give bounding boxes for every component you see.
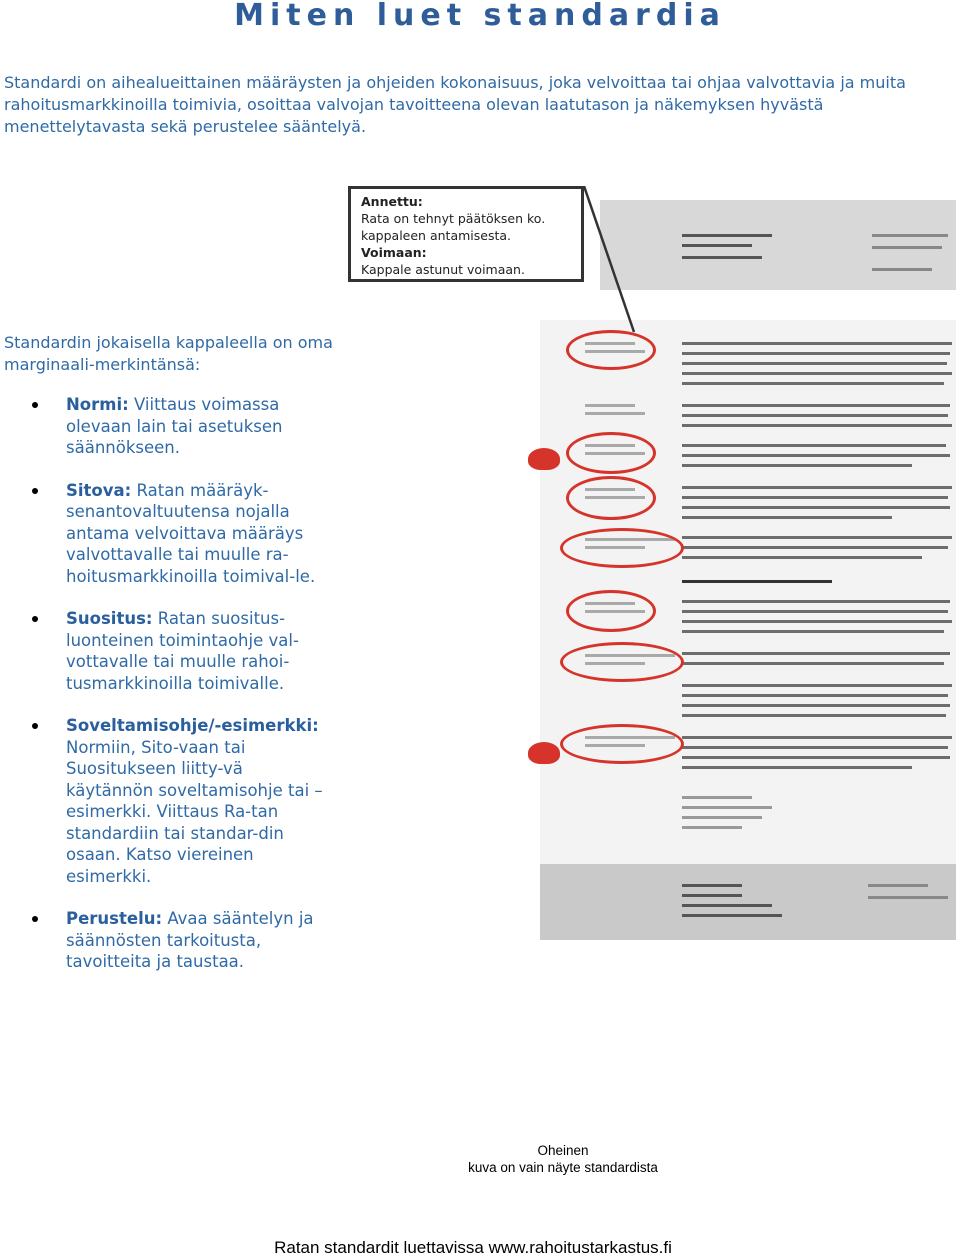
definition-term: Normi:	[66, 395, 129, 414]
sample-document-footer	[540, 864, 956, 940]
highlight-ring	[566, 330, 656, 370]
definition-text: Avaa sääntelyn ja säännösten tarkoitusta, tavoitteita ja taustaa.	[66, 909, 314, 971]
definition-term: Suositus:	[66, 609, 153, 628]
definition-suositus	[30, 608, 330, 694]
definition-list	[30, 394, 330, 994]
highlight-ring	[560, 724, 684, 764]
highlight-ring	[566, 432, 656, 474]
highlight-ring	[566, 590, 656, 632]
arrow-icon	[528, 742, 560, 764]
callout-text-annettu: Rata on tehnyt päätöksen ko. kappaleen antamisesta.	[361, 211, 546, 243]
image-caption	[300, 1142, 826, 1176]
highlight-ring	[566, 476, 656, 520]
callout-text-voimaan: Kappale astunut voimaan.	[361, 262, 525, 277]
definition-text: Normiin, Sito-vaan tai Suositukseen liitty-vä käytännön soveltamisohje tai – esimerkki. Viittaus Ra-tan standardiin tai standar-din osaan. Katso viereinen esimerkki.	[66, 737, 323, 886]
page-title: Miten luet standardia	[234, 0, 726, 33]
caption-line-1: Oheinen	[537, 1143, 589, 1158]
sample-document-header	[600, 200, 956, 290]
definition-normi	[30, 394, 330, 459]
definition-soveltamisohje	[30, 715, 330, 887]
definition-term: Soveltamisohje/-esimerkki:	[66, 716, 319, 735]
caption-line-2: kuva on vain näyte standardista	[468, 1160, 658, 1175]
definition-perustelu	[30, 908, 330, 973]
definition-text: Ratan suositus-luonteinen toimintaohje val-vottavalle tai muulle rahoi-tusmarkkinoilla toimivalle.	[66, 609, 299, 693]
highlight-ring	[560, 642, 684, 682]
arrow-icon	[528, 448, 560, 470]
lead-paragraph: Standardin jokaisella kappaleella on oma marginaali-merkintänsä:	[4, 333, 333, 374]
highlight-ring	[560, 528, 684, 568]
definition-sitova	[30, 480, 330, 588]
definition-text: Viittaus voimassa olevaan lain tai asetuksen säännökseen.	[66, 395, 283, 457]
definition-term: Perustelu:	[66, 909, 163, 928]
page-footer: Ratan standardit luettavissa www.rahoitustarkastus.fi	[274, 1238, 672, 1257]
definition-text: Ratan määräyk-senantovaltuutensa nojalla antama velvoittava määräys valvottavalle tai muulle ra-hoitusmarkkinoilla toimival-le.	[66, 480, 316, 586]
definition-term: Sitova:	[66, 480, 132, 500]
validity-callout	[348, 186, 584, 282]
callout-heading-voimaan: Voimaan:	[361, 245, 427, 260]
callout-connector-line	[584, 186, 644, 336]
intro-paragraph: Standardi on aihealueittainen määräysten ja ohjeiden kokonaisuus, joka velvoittaa tai ohjaa valvottavia ja muita rahoitusmarkkinoilla toimivia, osoittaa valvojan tavoitteena olevan laatutason ja näkemyksen hyvästä menettelytavasta sekä perustelee sääntelyä.	[4, 73, 906, 136]
callout-heading-annettu: Annettu:	[361, 194, 423, 209]
